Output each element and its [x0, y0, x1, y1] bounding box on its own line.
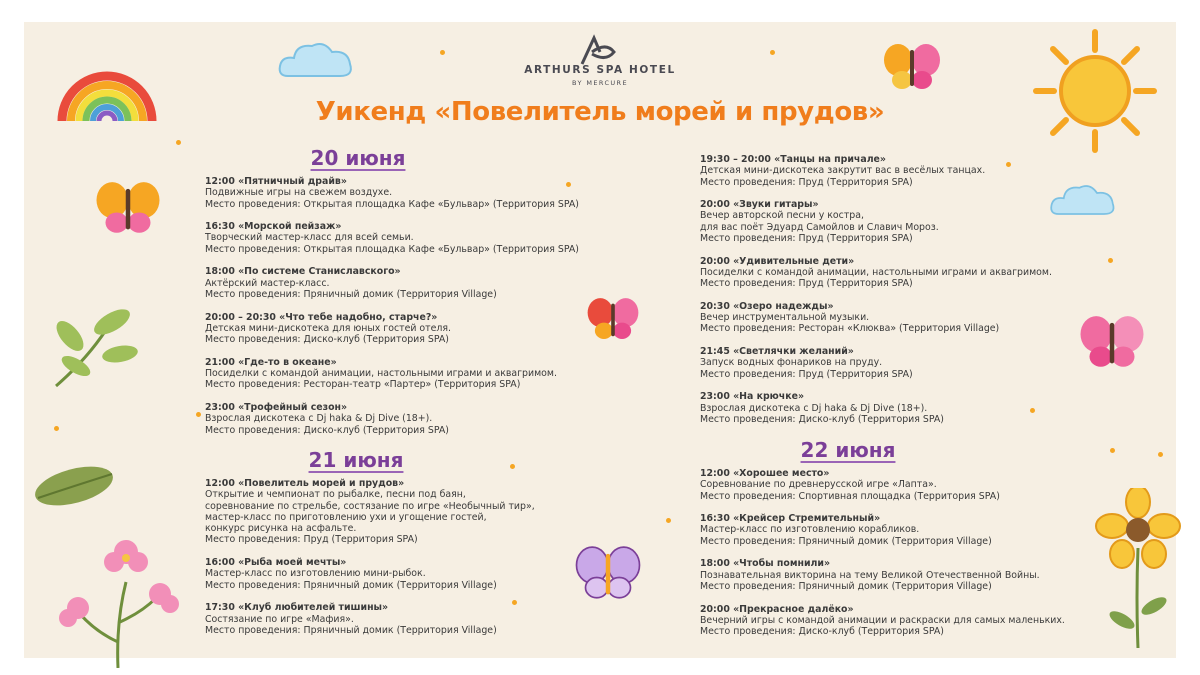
- event-item: [700, 301, 1080, 335]
- event-description: Вечерний игры с командой анимации и раскраски для самых маленьких.: [700, 614, 1065, 626]
- event-description: Творческий мастер-класс для всей семьи.: [205, 232, 414, 244]
- butterfly-icon: [1076, 304, 1148, 380]
- event-description: Состязание по игре «Мафия».: [205, 613, 354, 625]
- dot-decoration: [1110, 448, 1115, 453]
- event-title: 21:45 «Светлячки желаний»: [700, 346, 854, 358]
- event-place: Место проведения: Пряничный домик (Территория Village): [700, 580, 992, 592]
- event-description: Взрослая дискотека с Dj haka & Dj Dive (18+).: [205, 413, 433, 425]
- event-place: Место проведения: Ресторан-театр «Партер» (Территория SPA): [205, 379, 521, 391]
- event-description: Вечер инструментальной музыки.: [700, 312, 870, 324]
- event-place: Место проведения: Ресторан «Клюква» (Территория Village): [700, 323, 1000, 335]
- event-title: 12:00 «Пятничный драйв»: [205, 176, 347, 187]
- event-place: Место проведения: Пряничный домик (Территория Village): [700, 535, 992, 547]
- event-item: [700, 391, 1080, 425]
- event-place: Место проведения: Пряничный домик (Территория Village): [205, 624, 497, 636]
- event-description: Детская мини-дискотека закрутит вас в весёлых танцах.: [700, 165, 986, 177]
- butterfly-icon: [92, 172, 164, 244]
- event-place: Место проведения: Спортивная площадка (Территория SPA): [700, 490, 1000, 502]
- event-item: [700, 256, 1080, 290]
- dot-decoration: [176, 140, 181, 145]
- event-place: Место проведения: Пруд (Территория SPA): [700, 278, 913, 290]
- day-heading: 21 июня: [308, 448, 404, 472]
- event-place: Место проведения: Диско-клуб (Территория SPA): [205, 424, 449, 436]
- event-place: Место проведения: Открытая площадка Кафе «Бульвар» (Территория SPA): [205, 243, 579, 255]
- leaf-icon: [30, 458, 120, 514]
- event-place: Место проведения: Пруд (Территория SPA): [205, 534, 418, 546]
- event-place: Место проведения: Пруд (Территория SPA): [700, 176, 913, 188]
- event-place: Место проведения: Пруд (Территория SPA): [700, 233, 913, 245]
- event-place: Место проведения: Диско-клуб (Территория SPA): [700, 626, 944, 638]
- event-title: 12:00 «Хорошее место»: [700, 468, 830, 479]
- event-description: Мастер-класс по изготовлению корабликов.: [700, 524, 920, 536]
- dot-decoration: [510, 464, 515, 469]
- cloud-icon: [276, 38, 356, 82]
- event-description: Взрослая дискотека с Dj haka & Dj Dive (18+).: [700, 402, 928, 414]
- event-description: Мастер-класс по изготовлению мини-рыбок.: [205, 568, 426, 580]
- event-description: Запуск водных фонариков на пруду.: [700, 357, 883, 369]
- flower-icon: [1092, 488, 1188, 648]
- hotel-name: ARTHURS SPA HOTEL: [524, 64, 676, 76]
- dot-decoration: [196, 412, 201, 417]
- event-title: 20:00 «Удивительные дети»: [700, 255, 855, 267]
- event-item: [700, 346, 1080, 380]
- day1-events-right: [700, 154, 1080, 436]
- event-title: 19:30 – 20:00 «Танцы на причале»: [700, 154, 886, 165]
- event-title: 18:00 «Чтобы помнили»: [700, 558, 831, 570]
- page-title: Уикенд «Повелитель морей и прудов»: [315, 97, 885, 127]
- event-description: Открытие и чемпионат по рыбалке, песни под баян, соревнование по стрельбе, состязание по игре «Необычный тир», мастер-класс по приготовлению ухи и угощение гостей, конкурс рисунка на асфальте.: [205, 489, 535, 535]
- event-item: [205, 221, 595, 255]
- day-heading: 20 июня: [310, 146, 406, 170]
- hotel-subtitle: BY MERCURE: [572, 79, 628, 87]
- event-title: 16:30 «Крейсер Стремительный»: [700, 513, 881, 525]
- rainbow-icon: [52, 36, 162, 126]
- event-item: [700, 604, 1080, 638]
- event-title: 20:00 «Звуки гитары»: [700, 199, 819, 211]
- event-item: [700, 468, 1080, 502]
- flower-icon: [56, 522, 186, 668]
- event-title: 23:00 «Трофейный сезон»: [205, 401, 348, 413]
- leaf-icon: [46, 300, 146, 390]
- event-description: Подвижные игры на свежем воздухе.: [205, 187, 393, 199]
- event-place: Место проведения: Открытая площадка Кафе «Бульвар» (Территория SPA): [205, 198, 579, 210]
- event-description: Посиделки с командой анимации, настольными играми и аквагримом.: [700, 266, 1052, 278]
- event-item: [700, 154, 1080, 188]
- event-item: [205, 266, 595, 300]
- event-title: 12:00 «Повелитель морей и прудов»: [205, 478, 405, 489]
- event-description: Детская мини-дискотека для юных гостей отеля.: [205, 322, 451, 334]
- dot-decoration: [54, 426, 59, 431]
- event-item: [700, 558, 1080, 592]
- event-title: 23:00 «На крючке»: [700, 391, 804, 403]
- event-description: Посиделки с командой анимации, настольными играми и аквагримом.: [205, 368, 557, 380]
- event-item: [205, 602, 595, 636]
- dot-decoration: [440, 50, 445, 55]
- dot-decoration: [1108, 258, 1113, 263]
- event-description: Актёрский мастер-класс.: [205, 277, 330, 289]
- day1-events-left: [205, 176, 595, 447]
- event-title: 17:30 «Клуб любителей тишины»: [205, 602, 389, 614]
- event-title: 21:00 «Где-то в океане»: [205, 356, 337, 368]
- event-place: Место проведения: Пруд (Территория SPA): [700, 368, 913, 380]
- event-place: Место проведения: Пряничный домик (Территория Village): [205, 579, 497, 591]
- event-description: Познавательная викторина на тему Великой Отечественной Войны.: [700, 569, 1040, 581]
- hotel-logo-icon: [578, 32, 618, 66]
- day2-events: [205, 478, 595, 647]
- event-title: 20:00 «Прекрасное далёко»: [700, 603, 854, 615]
- event-item: [205, 176, 595, 210]
- event-place: Место проведения: Диско-клуб (Территория SPA): [205, 334, 449, 346]
- event-title: 20:30 «Озеро надежды»: [700, 300, 834, 312]
- event-title: 16:00 «Рыба моей мечты»: [205, 557, 347, 569]
- event-item: [700, 513, 1080, 547]
- dot-decoration: [770, 50, 775, 55]
- day3-events: [700, 468, 1080, 649]
- event-place: Место проведения: Диско-клуб (Территория SPA): [700, 413, 944, 425]
- event-item: [205, 402, 595, 436]
- event-item: [205, 478, 595, 546]
- event-item: [205, 557, 595, 591]
- event-description: Вечер авторской песни у костра, для вас поёт Эдуард Самойлов и Славич Мороз.: [700, 210, 939, 233]
- event-description: Соревнование по древнерусской игре «Лапта».: [700, 479, 937, 491]
- event-place: Место проведения: Пряничный домик (Территория Village): [205, 288, 497, 300]
- event-title: 20:00 – 20:30 «Что тебе надобно, старче?»: [205, 311, 438, 323]
- event-title: 16:30 «Морской пейзаж»: [205, 221, 342, 233]
- event-title: 18:00 «По системе Станиславского»: [205, 266, 401, 278]
- dot-decoration: [1158, 452, 1163, 457]
- event-item: [205, 357, 595, 391]
- dot-decoration: [666, 518, 671, 523]
- event-item: [700, 199, 1080, 244]
- event-item: [205, 312, 595, 346]
- day-heading: 22 июня: [800, 438, 896, 462]
- butterfly-icon: [880, 40, 944, 94]
- sun-icon: [1030, 26, 1160, 156]
